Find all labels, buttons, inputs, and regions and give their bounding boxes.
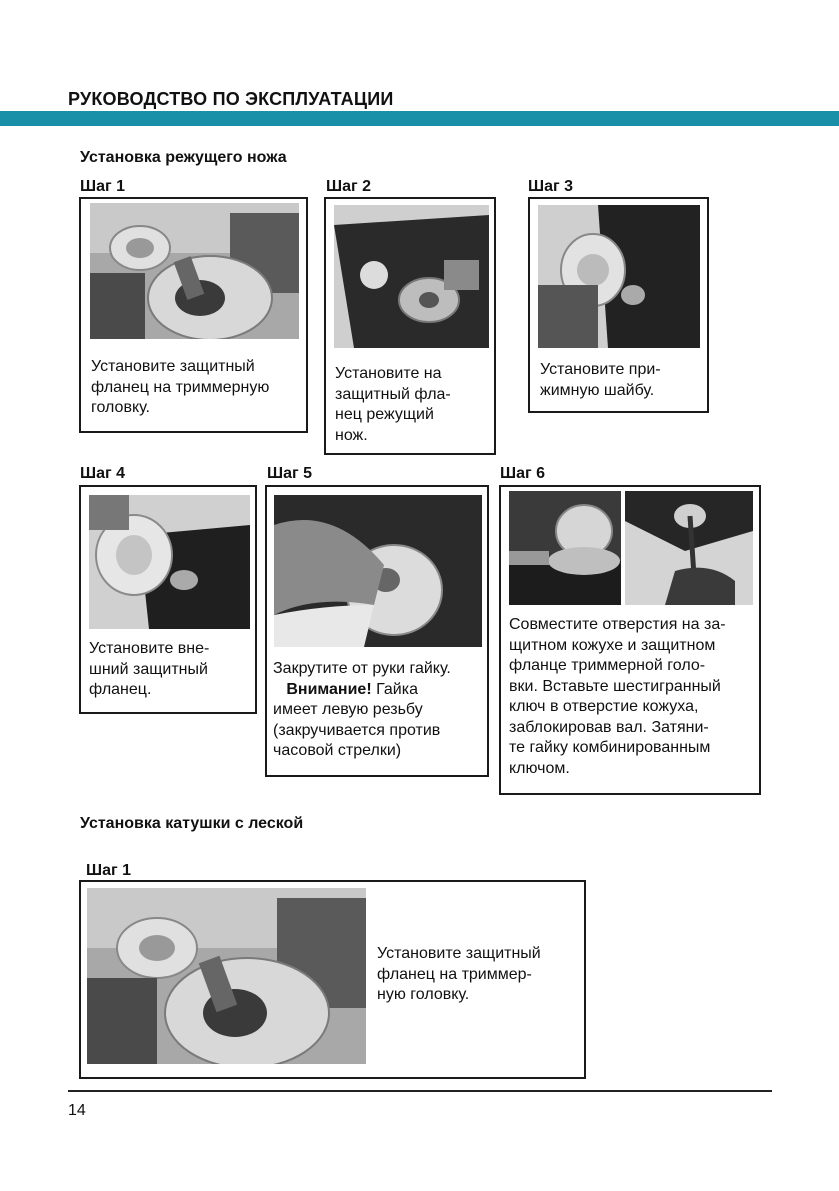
step-5-photo [274,495,482,647]
caption-line: вки. Вставьте шестигранный [509,677,721,695]
footer-rule [68,1090,772,1092]
caption-line: фланец на триммерную [91,378,270,396]
page-header-title: РУКОВОДСТВО ПО ЭКСПЛУАТАЦИИ [68,89,394,109]
page-number: 14 [68,1102,86,1119]
caption-line: фланец на триммер- [377,965,532,983]
step-1-label: Шаг 1 [80,178,125,195]
caption-line: Установите при- [540,361,661,378]
step-4-photo [89,495,250,629]
caption-line: нож. [335,426,368,444]
spool-step-1-box [79,880,586,1079]
step-4-caption [89,639,209,701]
step-6-box [499,485,761,795]
step-6-label: Шаг 6 [500,465,545,482]
caption-line: заблокировав вал. Затяни- [509,718,709,736]
section-title-spool-install: Установка катушки с леской [80,815,304,832]
step-6-photo-left [509,491,621,605]
step-2-box [324,197,496,455]
caption-line: щитном кожухе и защитном [509,636,716,654]
warning-label: Внимание! [286,680,372,698]
caption-line: шний защитный [89,660,208,678]
step-4-box [79,485,257,714]
caption-line: Установите вне- [89,640,210,657]
step-6-caption [509,615,726,779]
step-3-label: Шаг 3 [528,178,573,195]
caption-line: Совместите отверстия на за- [509,616,726,633]
caption-line: (закручивается против [273,721,441,739]
spool-step-1-photo [87,888,366,1064]
step-5-label: Шаг 5 [267,465,312,482]
caption-line: фланце триммерной голо- [509,657,706,674]
step-3-photo [538,205,700,348]
caption-line: ную головку. [377,986,470,1003]
caption-line: те гайку комбинированным [509,739,711,756]
caption-line: нец режущий [335,406,434,423]
caption-line: Установите защитный [377,945,541,962]
caption-line: Установите на [335,365,442,382]
caption-line: жимную шайбу. [540,381,655,399]
step-4-label: Шаг 4 [80,465,125,482]
step-2-label: Шаг 2 [326,178,371,195]
caption-line: имеет левую резьбу [273,701,423,718]
caption-line: Установите защитный [91,358,255,375]
spool-step-1-label: Шаг 1 [86,862,131,879]
caption-line: часовой стрелки) [273,742,402,759]
step-6-photo-right [625,491,753,605]
caption-line: головку. [91,399,150,416]
caption-line: фланец. [89,681,152,698]
caption-line: защитный фла- [335,385,451,403]
step-5-box [265,485,489,777]
step-1-photo [90,203,299,339]
step-5-caption [273,659,451,762]
step-3-caption [540,360,661,401]
step-1-caption [91,357,269,419]
step-2-caption [335,364,451,446]
spool-step-1-caption [377,944,541,1006]
caption-line: ключом. [509,759,570,777]
step-2-photo [334,205,489,348]
caption-line: ключ в отверстие кожуха, [509,698,699,715]
step-3-box [528,197,709,413]
section-title-blade-install: Установка режущего ножа [80,149,287,166]
header-accent-bar [0,111,839,126]
caption-line [273,680,451,701]
caption-line: Закрутите от руки гайку. [273,660,451,677]
warning-text: Гайка [376,680,418,698]
step-1-box [79,197,308,433]
